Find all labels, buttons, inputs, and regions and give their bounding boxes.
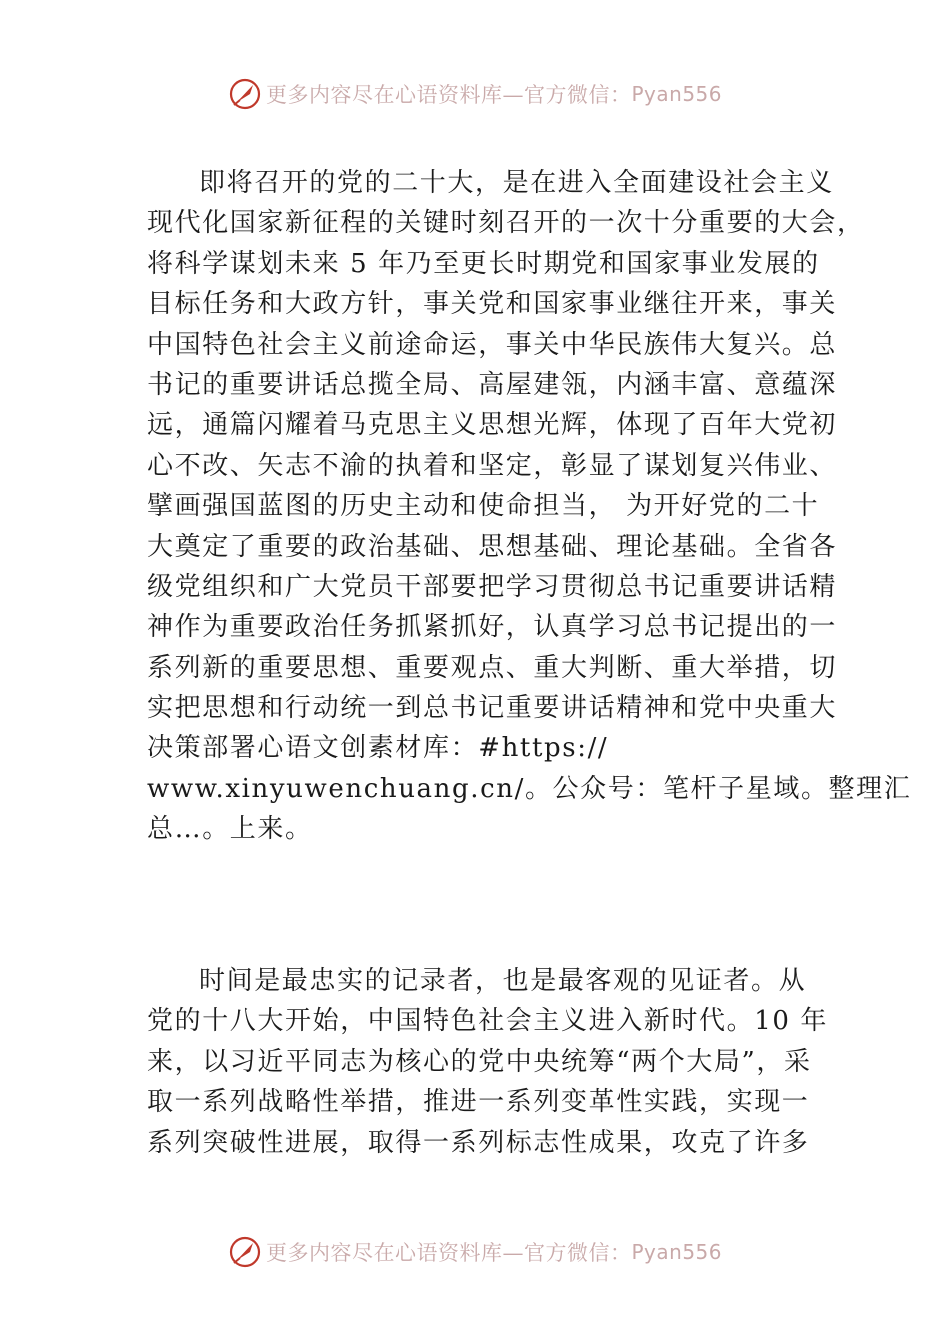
text-line: www.xinyuwenchuang.cn/。公众号：笔杆子星域。整理汇 [147, 773, 912, 804]
watermark-wechat-id: Pyan556 [631, 1240, 722, 1264]
text-line: 心不改、矢志不渝的执着和坚定，彰显了谋划复兴伟业、 [147, 450, 838, 481]
text-line: 党的十八大开始，中国特色社会主义进入新时代。10 年 [147, 1006, 828, 1037]
text-line: 书记的重要讲话总揽全局、高屋建瓴，内涵丰富、意蕴深 [147, 369, 838, 400]
text-line: 实把思想和行动统一到总书记重要讲话精神和党中央重大 [147, 693, 838, 724]
text-line: 中国特色社会主义前途命运，事关中华民族伟大复兴。总 [147, 329, 838, 360]
text-line: 将科学谋划未来 5 年乃至更长时期党和国家事业发展的 [147, 248, 820, 279]
watermark-text: 更多内容尽在心语资料库—官方微信： [265, 83, 632, 107]
text-line: 级党组织和广大党员干部要把学习贯彻总书记重要讲话精 [147, 571, 838, 602]
quill-logo-icon [228, 1235, 262, 1269]
quill-logo-icon [228, 77, 262, 111]
watermark-wechat-id: Pyan556 [631, 82, 722, 106]
header-watermark [0, 74, 950, 114]
text-line: 时间是最忠实的记录者，也是最客观的见证者。从 [199, 966, 807, 996]
watermark-text: 更多内容尽在心语资料库—官方微信： [265, 1241, 632, 1265]
text-line: 取一系列战略性举措，推进一系列变革性实践，实现一 [147, 1087, 810, 1118]
text-line: 目标任务和大政方针，事关党和国家事业继往开来，事关 [147, 289, 838, 320]
text-line: 擘画强国蓝图的历史主动和使命担当， 为开好党的二十 [147, 491, 820, 522]
text-line: 决策部署心语文创素材库：#https:// [147, 733, 609, 764]
paragraph-2 [147, 961, 837, 1163]
footer-watermark [0, 1232, 950, 1272]
text-line: 来，以习近平同志为核心的党中央统筹“两个大局”，采 [147, 1046, 812, 1077]
text-line: 即将召开的党的二十大，是在进入全面建设社会主义 [199, 168, 834, 198]
text-line: 系列新的重要思想、重要观点、重大判断、重大举措，切 [147, 652, 838, 683]
text-line: 大奠定了重要的政治基础、思想基础、理论基础。全省各 [147, 531, 838, 562]
paragraph-1 [147, 163, 912, 850]
text-line: 总…。上来。 [147, 814, 313, 845]
text-line: 远，通篇闪耀着马克思主义思想光辉，体现了百年大党初 [147, 410, 838, 441]
text-line: 系列突破性进展，取得一系列标志性成果，攻克了许多 [147, 1127, 810, 1158]
text-line: 神作为重要政治任务抓紧抓好，认真学习总书记提出的一 [147, 612, 838, 643]
text-line: 现代化国家新征程的关键时刻召开的一次十分重要的大会， [147, 208, 865, 239]
